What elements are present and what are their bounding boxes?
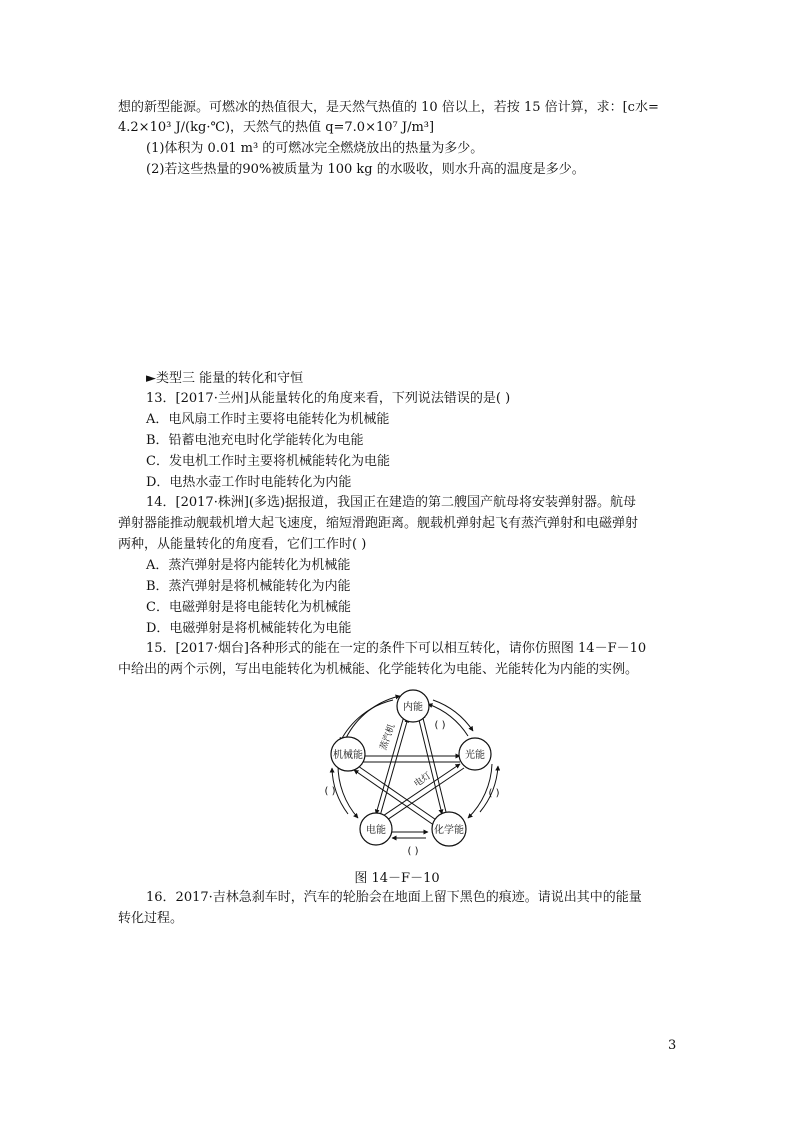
- q14-stem-line1: 14．[2017·株洲](多选)据报道，我国正在建造的第二艘国产航母将安装弹射器。航母: [146, 495, 637, 510]
- prev-question-line2: 4.2×10³ J/(kg·℃)，天然气的热值 q=7.0×10⁷ J/m³]: [118, 120, 435, 135]
- prev-question-sub1: (1)体积为 0.01 m³ 的可燃冰完全燃烧放出的热量为多少。: [146, 141, 484, 156]
- energy-conversion-diagram: [318, 686, 508, 856]
- node-label-bottom-right: 化学能: [434, 825, 464, 836]
- blank-parens-3: ( ): [488, 788, 500, 799]
- figure-caption: 图 14－F－10: [354, 871, 440, 886]
- q16-line1: 16．2017·吉林急刹车时，汽车的轮胎会在地面上留下黑色的痕迹。请说出其中的能量: [146, 890, 642, 905]
- node-label-left: 机械能: [333, 750, 363, 761]
- q14-option-a: A．蒸汽弹射是将内能转化为机械能: [146, 558, 351, 573]
- q16-line2: 转化过程。: [118, 911, 184, 926]
- q15-stem-line2: 中给出的两个示例，写出电能转化为机械能、化学能转化为电能、光能转化为内能的实例。: [118, 662, 639, 677]
- blank-parens-2: ( ): [324, 786, 336, 797]
- section-title: ►类型三 能量的转化和守恒: [146, 371, 304, 386]
- q13-stem: 13．[2017·兰州]从能量转化的角度来看，下列说法错误的是( ): [146, 391, 511, 406]
- q13-option-a: A．电风扇工作时主要将电能转化为机械能: [146, 412, 390, 427]
- q13-option-b: B．铅蓄电池充电时化学能转化为电能: [146, 433, 364, 448]
- q14-option-d: D．电磁弹射是将机械能转化为电能: [146, 621, 352, 636]
- q14-option-b: B．蒸汽弹射是将机械能转化为内能: [146, 579, 351, 594]
- prev-question-sub2: (2)若这些热量的90%被质量为 100 kg 的水吸收，则水升高的温度是多少。: [146, 162, 585, 177]
- node-label-top: 内能: [403, 702, 423, 713]
- node-label-right: 光能: [465, 750, 485, 761]
- q14-stem-line2: 弹射器能推动舰载机增大起飞速度，缩短滑跑距离。舰载机弹射起飞有蒸汽弹射和电磁弹射: [118, 516, 639, 531]
- q13-option-d: D．电热水壶工作时电能转化为内能: [146, 475, 352, 490]
- blank-parens-4: ( ): [407, 846, 419, 856]
- label-electric-lamp: 电灯: [412, 771, 434, 790]
- prev-question-line1: 想的新型能源。可燃冰的热值很大，是天然气热值的 10 倍以上，若按 15 倍计算，求：[c水=: [118, 100, 659, 115]
- page-number: 3: [668, 1038, 677, 1053]
- node-label-bottom-left: 电能: [366, 825, 386, 836]
- q13-option-c: C．发电机工作时主要将机械能转化为电能: [146, 454, 390, 469]
- q14-stem-line3: 两种，从能量转化的角度看，它们工作时( ): [118, 537, 367, 552]
- label-steam-engine: 蒸汽机: [378, 722, 398, 752]
- q14-option-c: C．电磁弹射是将电能转化为机械能: [146, 600, 351, 615]
- blank-parens-1: ( ): [434, 720, 446, 731]
- q15-stem-line1: 15．[2017·烟台]各种形式的能在一定的条件下可以相互转化，请你仿照图 14－F－10: [146, 641, 647, 656]
